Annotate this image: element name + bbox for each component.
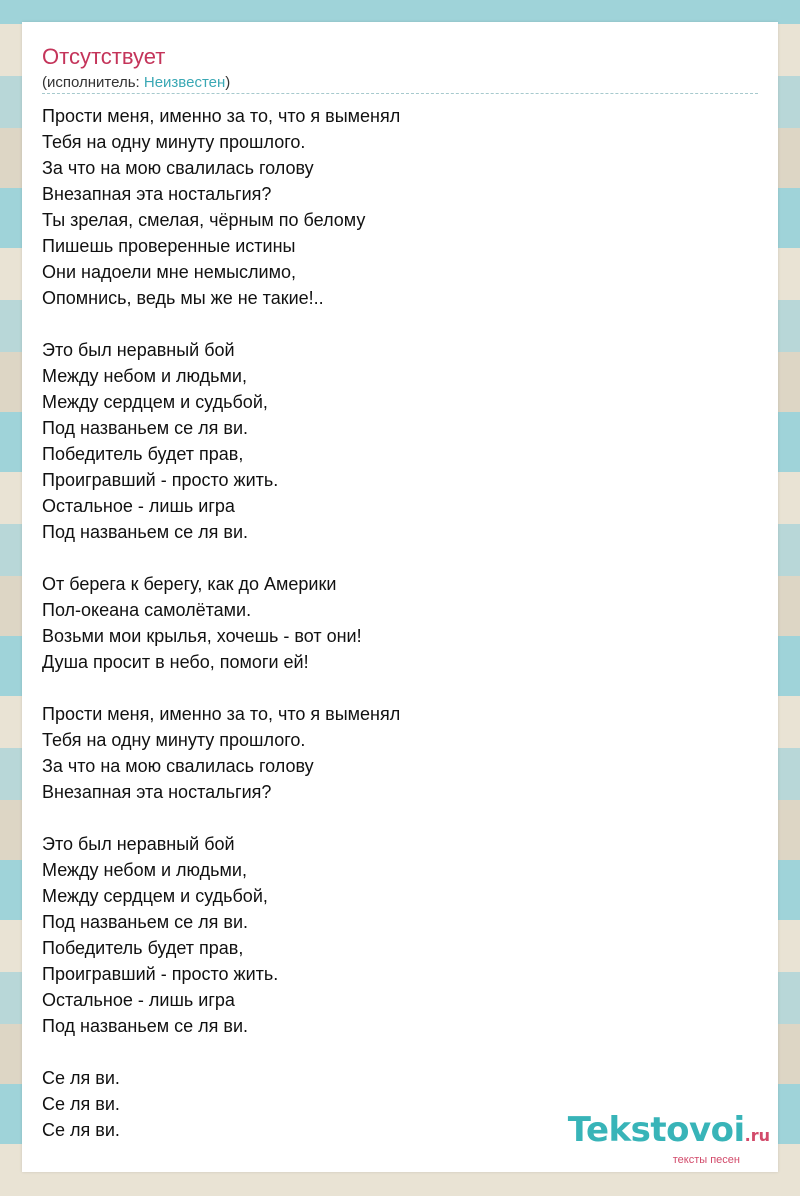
lyric-line: Се ля ви. <box>42 1120 120 1140</box>
lyric-line: За что на мою свалилась голову <box>42 756 314 776</box>
lyric-line: Победитель будет прав, <box>42 938 244 958</box>
lyric-line: Между сердцем и судьбой, <box>42 886 268 906</box>
lyric-line: Под названьем се ля ви. <box>42 522 249 542</box>
lyric-line: Между небом и людьми, <box>42 366 247 386</box>
lyric-line: Тебя на одну минуту прошлого. <box>42 132 306 152</box>
lyric-line: Под названьем се ля ви. <box>42 1016 249 1036</box>
lyric-line: Прости меня, именно за то, что я выменял <box>42 106 401 126</box>
lyric-line: Внезапная эта ностальгия? <box>42 782 272 802</box>
lyrics-stanza <box>42 701 742 805</box>
logo-tagline: тексты песен <box>672 1154 740 1166</box>
logo-wordmark <box>540 1112 770 1154</box>
lyrics-stanza <box>42 831 742 1039</box>
lyric-line: Победитель будет прав, <box>42 444 244 464</box>
lyric-line: Проигравший - просто жить. <box>42 964 279 984</box>
lyric-line: Они надоели мне немыслимо, <box>42 262 296 282</box>
song-title: Отсутствует <box>42 44 166 69</box>
performer-line <box>42 74 230 91</box>
lyric-line: Под названьем се ля ви. <box>42 418 249 438</box>
lyric-line: Ты зрелая, смелая, чёрным по белому <box>42 210 366 230</box>
performer-suffix: ) <box>225 74 231 91</box>
title-divider <box>42 93 758 94</box>
lyrics-stanza <box>42 337 742 545</box>
lyric-line: Под названьем се ля ви. <box>42 912 249 932</box>
lyric-line: Се ля ви. <box>42 1068 120 1088</box>
lyric-line: Прости меня, именно за то, что я выменял <box>42 704 401 724</box>
logo-tld: .ru <box>744 1126 770 1145</box>
site-logo[interactable] <box>540 1112 770 1166</box>
lyric-line: Пишешь проверенные истины <box>42 236 296 256</box>
lyric-line: Возьми мои крылья, хочешь - вот они! <box>42 626 362 646</box>
lyric-line: Внезапная эта ностальгия? <box>42 184 272 204</box>
performer-prefix: (исполнитель: <box>42 74 144 91</box>
lyric-line: Это был неравный бой <box>42 834 235 854</box>
lyrics-body <box>42 103 742 1169</box>
lyric-line: Се ля ви. <box>42 1094 120 1114</box>
lyric-line: Остальное - лишь игра <box>42 990 235 1010</box>
lyrics-stanza <box>42 571 742 675</box>
performer-name-link[interactable]: Неизвестен <box>143 74 226 91</box>
lyric-line: Пол-океана самолётами. <box>42 600 252 620</box>
lyrics-stanza <box>42 103 742 311</box>
lyric-line: Тебя на одну минуту прошлого. <box>42 730 306 750</box>
lyric-line: Проигравший - просто жить. <box>42 470 279 490</box>
lyric-line: От берега к берегу, как до Америки <box>42 574 337 594</box>
lyric-line: Между сердцем и судьбой, <box>42 392 268 412</box>
lyrics-card <box>22 22 778 1172</box>
lyric-line: Душа просит в небо, помоги ей! <box>42 652 309 672</box>
lyric-line: За что на мою свалилась голову <box>42 158 314 178</box>
lyric-line: Остальное - лишь игра <box>42 496 235 516</box>
logo-name: Tekstovoi <box>567 1110 745 1150</box>
lyric-line: Это был неравный бой <box>42 340 235 360</box>
lyric-line: Между небом и людьми, <box>42 860 247 880</box>
lyric-line: Опомнись, ведь мы же не такие!.. <box>42 288 324 308</box>
